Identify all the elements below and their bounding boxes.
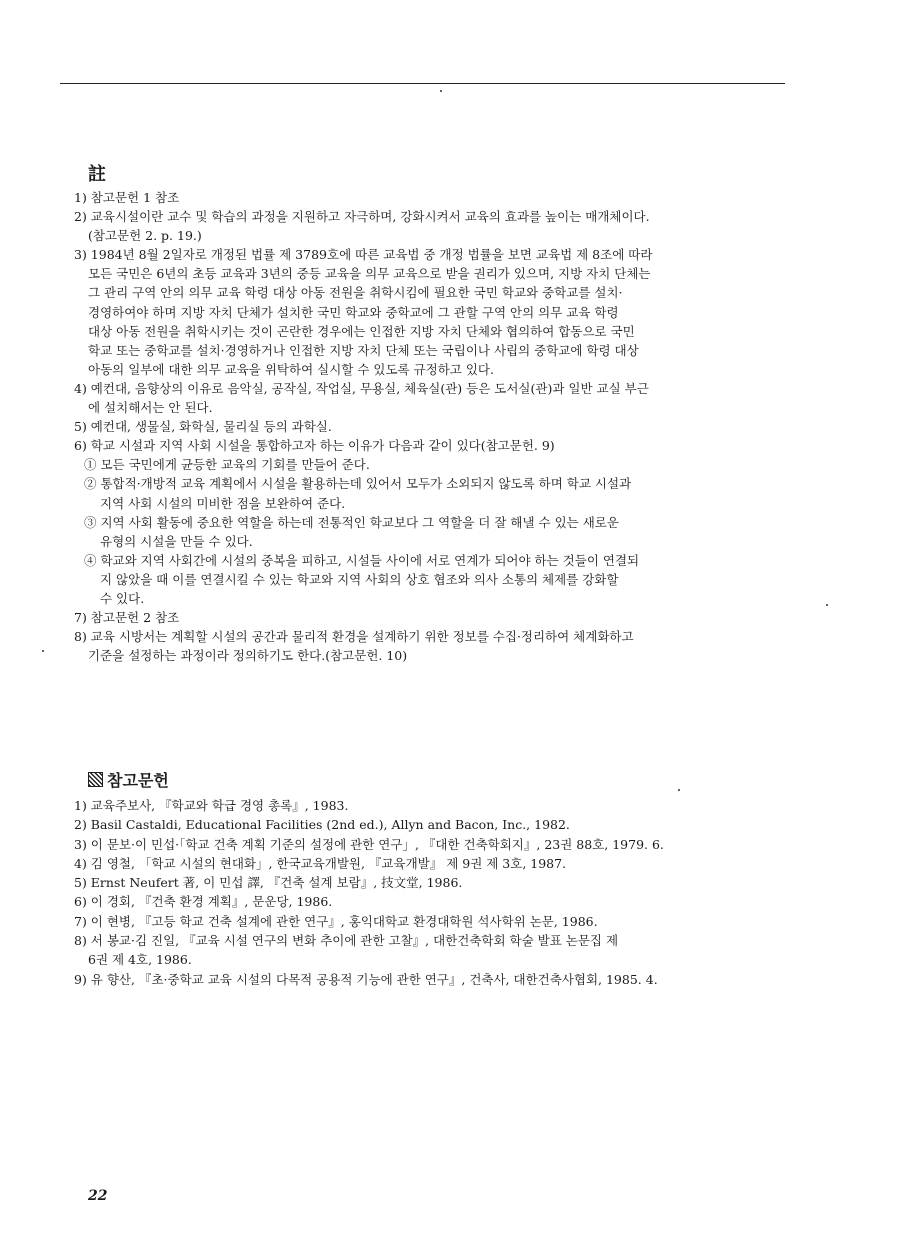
reference-line: 3) 이 문보·이 민섭·「학교 건축 계획 기준의 설정에 관한 연구」, 『대한 건축학회지』, 23권 88호, 1979. 6. (74, 836, 664, 852)
note-line: 지 않았을 때 이를 연결시킬 수 있는 학교와 지역 사회의 상호 협조와 의사 소통의 체제를 강화할 (100, 571, 619, 587)
note-line: 모든 국민은 6년의 초등 교육과 3년의 중등 교육을 의무 교육으로 받을 권리가 있으며, 지방 자치 단체는 (88, 266, 651, 282)
speck (826, 604, 828, 606)
note-line: 경영하여야 하며 지방 자치 단체가 설치한 국민 학교와 중학교에 그 관할 구역 안의 의무 교육 학령 (88, 304, 619, 320)
reference-line: 8) 서 봉교·김 진일, 『교육 시설 연구의 변화 추이에 관한 고찰』, 대한건축학회 학술 발표 논문집 제 (74, 933, 619, 949)
speck (42, 650, 44, 652)
reference-line: 2) Basil Castaldi, Educational Facilities (2nd ed.), Allyn and Bacon, Inc., 1982. (74, 817, 570, 833)
notes-heading: 註 (88, 164, 107, 185)
note-line: 1) 참고문헌 1 참조 (74, 190, 180, 205)
note-line: 7) 참고문헌 2 참조 (74, 610, 180, 626)
note-line: 에 설치해서는 안 된다. (88, 400, 213, 416)
note-line: 아동의 일부에 대한 의무 교육을 위탁하여 실시할 수 있도록 규정하고 있다. (88, 361, 494, 377)
references-list (74, 796, 796, 989)
reference-line: 4) 김 영철, 「학교 시설의 현대화」, 한국교육개발원, 『교육개발』 제 9권 제 3호, 1987. (74, 855, 567, 871)
note-line: ② 통합적·개방적 교육 계획에서 시설을 활용하는데 있어서 모두가 소외되지 않도록 하며 학교 시설과 (84, 476, 632, 492)
note-line: 학교 또는 중학교를 설치·경영하거나 인접한 지방 자치 단체 또는 국립이나 사립의 중학교에 학령 대상 (88, 342, 639, 358)
note-line: (참고문헌 2. p. 19.) (88, 228, 202, 244)
note-line: 수 있다. (100, 590, 145, 606)
note-line: 4) 예컨대, 음향상의 이유로 음악실, 공작실, 작업실, 무용실, 체육실(관) 등은 도서실(관)과 일반 교실 부근 (74, 380, 649, 396)
note-line: 5) 예컨대, 생물실, 화학실, 물리실 등의 과학실. (74, 419, 332, 435)
references-heading (88, 768, 169, 791)
note-line: 3) 1984년 8월 2일자로 개정된 법률 제 3789호에 따른 교육법 중 개정 법률을 보면 교육법 제 8조에 따라 (74, 247, 653, 263)
hatched-square-icon (88, 772, 103, 787)
note-line: 대상 아동 전원을 취학시키는 것이 곤란한 경우에는 인접한 지방 자치 단체와 협의하여 합동으로 국민 (88, 323, 635, 339)
reference-line: 9) 유 향산, 『초·중학교 교육 시설의 다목적 공용적 기능에 관한 연구』, 건축사, 대한건축사협회, 1985. 4. (74, 971, 658, 987)
note-line: ③ 지역 사회 활동에 중요한 역할을 하는데 전통적인 학교보다 그 역할을 더 잘 해낼 수 있는 새로운 (84, 514, 619, 530)
reference-line: 5) Ernst Neufert 著, 이 민섭 譯, 『건축 설계 보람』, 技文堂, 1986. (74, 875, 463, 891)
note-line: ① 모든 국민에게 균등한 교육의 기회를 만들어 준다. (84, 457, 370, 473)
references-heading-label: 참고문헌 (107, 771, 169, 790)
reference-line: 6) 이 경회, 『건축 환경 계획』, 문운당, 1986. (74, 894, 333, 910)
note-line: 유형의 시설을 만들 수 있다. (100, 533, 253, 549)
note-line: 그 관리 구역 안의 의무 교육 학령 대상 아동 전원을 취학시킴에 필요한 국민 학교와 중학교를 설치· (88, 285, 623, 301)
speck (440, 90, 442, 92)
note-line: ④ 학교와 지역 사회간에 시설의 중복을 피하고, 시설들 사이에 서로 연계가 되어야 하는 것들이 연결되 (84, 552, 640, 568)
reference-line: 1) 교육주보사, 『학교와 학급 경영 총록』, 1983. (74, 798, 349, 813)
notes-list (74, 188, 796, 665)
note-line: 지역 사회 시설의 미비한 점을 보완하여 준다. (100, 495, 346, 511)
reference-line: 7) 이 현병, 『고등 학교 건축 설계에 관한 연구』, 홍익대학교 환경대학원 석사학위 논문, 1986. (74, 913, 598, 929)
note-line: 2) 교육시설이란 교수 및 학습의 과정을 지원하고 자극하며, 강화시켜서 교육의 효과를 높이는 매개체이다. (74, 209, 650, 225)
reference-line: 6권 제 4호, 1986. (88, 952, 192, 968)
note-line: 기준을 설정하는 과정이라 정의하기도 한다.(참고문헌. 10) (88, 648, 408, 664)
page-number: 22 (88, 1188, 108, 1204)
note-line: 6) 학교 시설과 지역 사회 시설을 통합하고자 하는 이유가 다음과 같이 있다(참고문헌. 9) (74, 438, 555, 454)
speck (678, 789, 680, 791)
top-rule (60, 83, 785, 84)
note-line: 8) 교육 시방서는 계획할 시설의 공간과 물리적 환경을 설계하기 위한 정보를 수집·정리하여 체계화하고 (74, 629, 634, 645)
